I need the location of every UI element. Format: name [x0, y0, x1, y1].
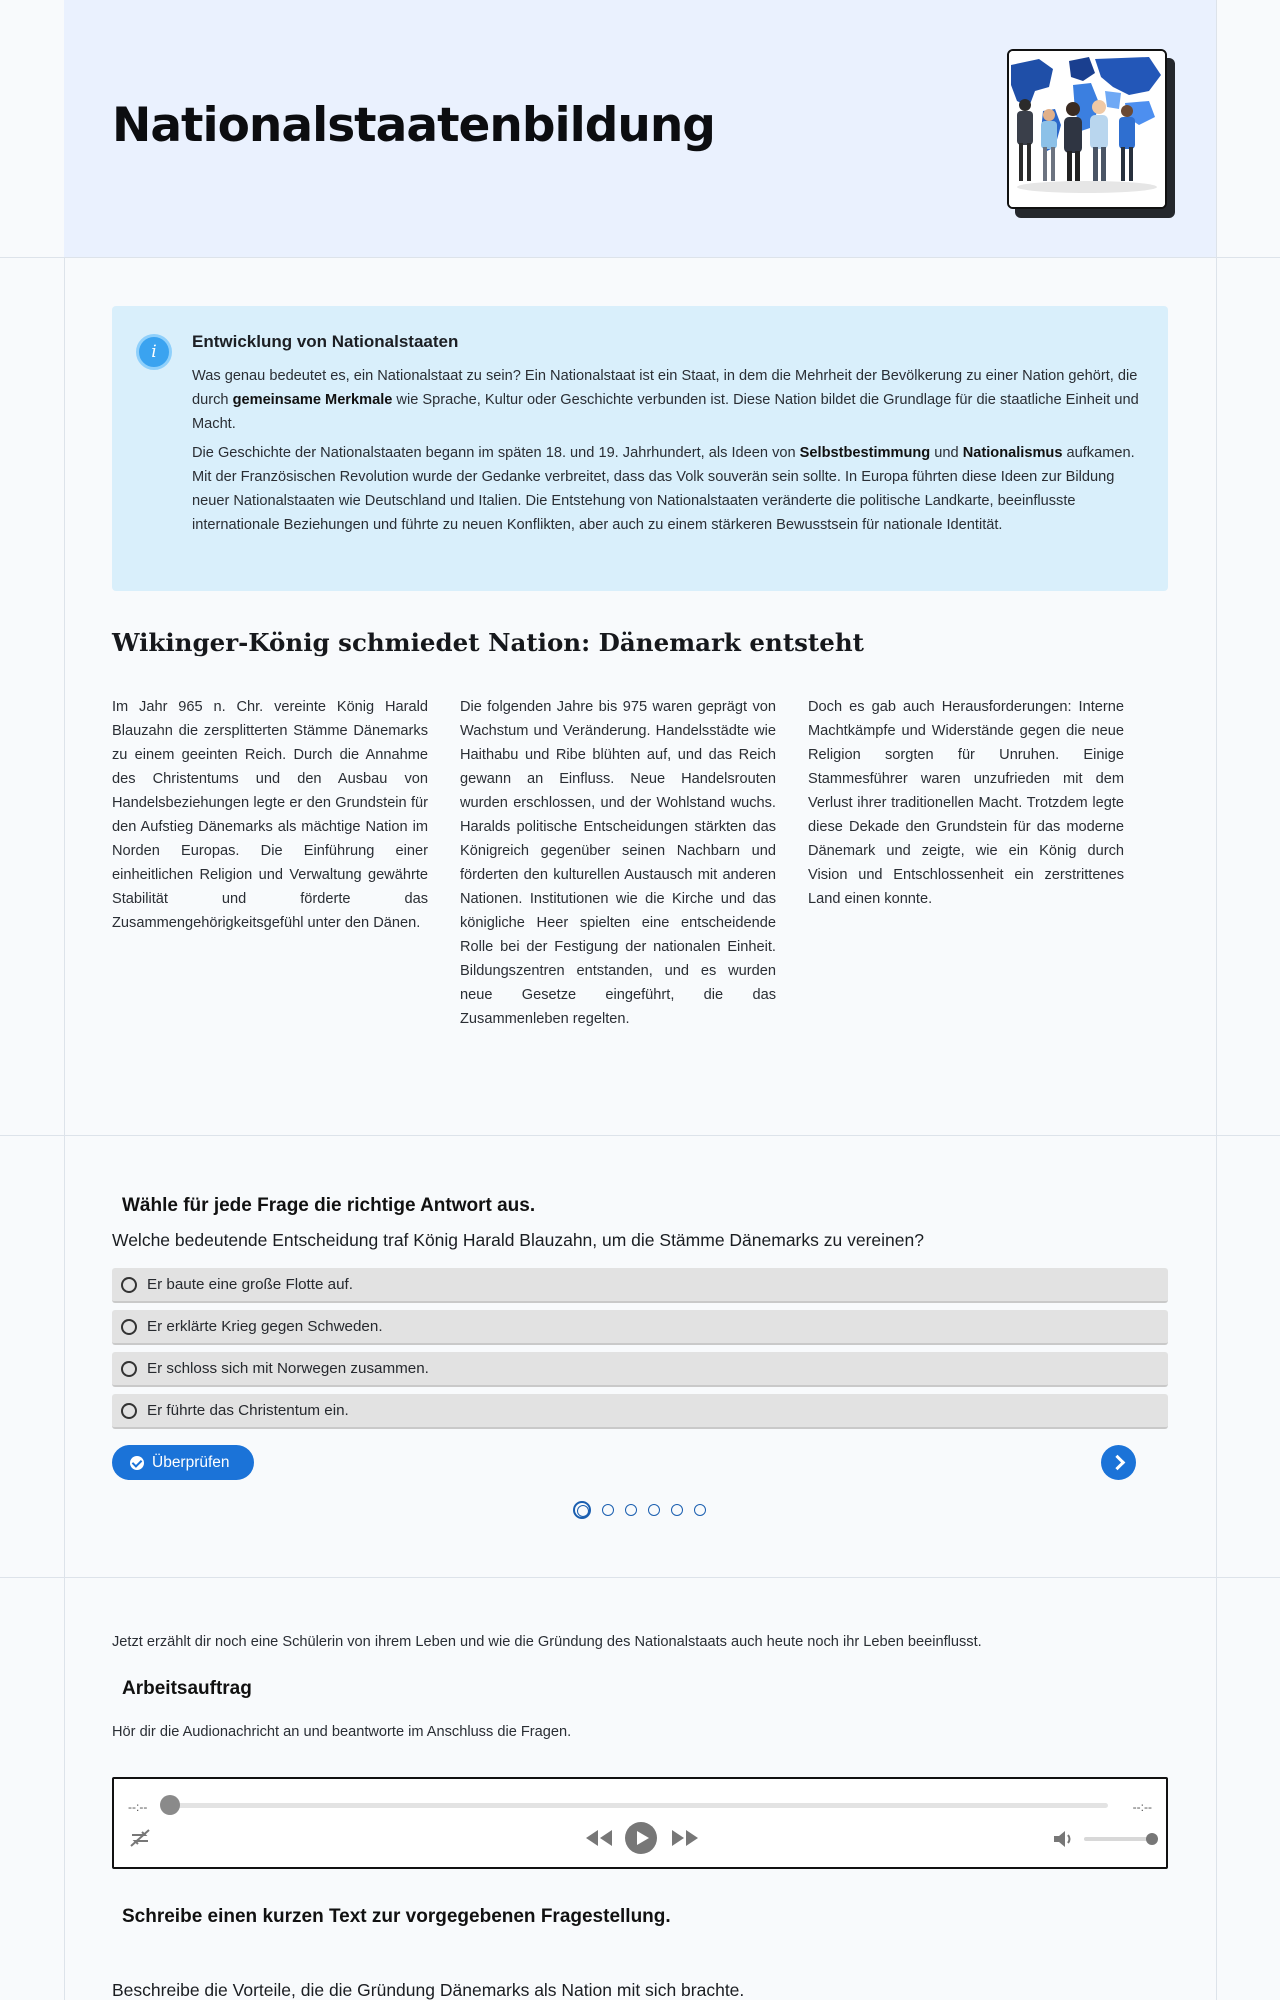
- repeat-off-icon[interactable]: [128, 1827, 152, 1849]
- article-title: Wikinger-König schmiedet Nation: Dänemark entsteht: [112, 628, 864, 657]
- radio-button[interactable]: [121, 1277, 137, 1293]
- quiz-pagination: [573, 1501, 706, 1519]
- quiz-heading: Wähle für jede Frage die richtige Antwort aus.: [122, 1195, 536, 1216]
- answer-option[interactable]: [112, 1310, 1168, 1345]
- play-icon[interactable]: [624, 1821, 658, 1855]
- header-divider: [0, 257, 1280, 258]
- current-time: --:--: [128, 1800, 148, 1814]
- quiz-question: Welche bedeutende Entscheidung traf König Harald Blauzahn, um die Stämme Dänemarks zu vereinen?: [112, 1230, 924, 1250]
- writing-heading: Schreibe einen kurzen Text zur vorgegebenen Fragestellung.: [122, 1906, 671, 1927]
- seek-bar[interactable]: [168, 1803, 1108, 1808]
- radio-button[interactable]: [121, 1319, 137, 1335]
- answer-options: [112, 1268, 1168, 1436]
- answer-option-label: Er baute eine große Flotte auf.: [147, 1276, 353, 1293]
- volume-slider[interactable]: [1084, 1837, 1154, 1841]
- audio-player: [112, 1777, 1168, 1869]
- next-question-button[interactable]: [1101, 1445, 1136, 1480]
- pagination-dot-4[interactable]: [648, 1504, 660, 1516]
- fast-forward-icon[interactable]: [670, 1828, 700, 1848]
- radio-button[interactable]: [121, 1403, 137, 1419]
- article-column-2: Die folgenden Jahre bis 975 waren geprägt von Wachstum und Veränderung. Handelsstädte wie Haithabu und Ribe blühten auf, und das Reich gewann an Einfluss. Neue Handelsrouten wurden erschlossen, und der Wohlstand wuchs. Haralds politische Entscheidungen stärkten das Königreich gegenüber seinen Nachbarn und förderten den kulturellen Austausch mit anderen Nationen. Institutionen wie die Kirche und das königliche Heer spielten eine entscheidende Rolle bei der Festigung der nationalen Einheit. Bildungszentren entstanden, und es wurden neue Gesetze eingeführt, die das Zusammenleben regelten.: [460, 699, 776, 1027]
- pagination-dot-6[interactable]: [694, 1504, 706, 1516]
- answer-option[interactable]: [112, 1394, 1168, 1429]
- info-paragraph-2: Die Geschichte der Nationalstaaten begann im späten 18. und 19. Jahrhundert, als Ideen von Selbstbestimmung und Nationalismus aufkamen. Mit der Französischen Revolution wurde der Gedanke verbreitet, dass das Volk souverän sein sollte. In Europa führten diese Ideen zur Bildung neuer Nationalstaaten wie Deutschland und Italien. Die Entstehung von Nationalstaaten veränderte die politische Landkarte, beeinflusste internationale Beziehungen und führte zu neuen Konflikten, aber auch zu einem stärkeren Bewusstsein für nationale Identität.: [192, 445, 1135, 533]
- writing-question: Beschreibe die Vorteile, die die Gründung Dänemarks als Nation mit sich brachte.: [112, 1980, 745, 2000]
- info-title: Entwicklung von Nationalstaaten: [192, 332, 459, 351]
- page-header: [64, 0, 1216, 257]
- info-box: [112, 306, 1168, 591]
- pagination-dot-5[interactable]: [671, 1504, 683, 1516]
- section-divider-1: [0, 1135, 1280, 1136]
- seek-handle[interactable]: [160, 1795, 180, 1815]
- page-title: Nationalstaatenbildung: [112, 98, 715, 153]
- header-image: [1007, 49, 1167, 209]
- article-column-3: Doch es gab auch Herausforderungen: Interne Machtkämpfe und Widerstände gegen die neue Religion sorgten für Unruhen. Einige Stammesführer waren unzufrieden mit dem Verlust ihrer traditionellen Macht. Trotzdem legte diese Dekade den Grundstein für das moderne Dänemark und zeigte, wie ein König durch Vision und Entschlossenheit ein zerstrittenes Land einen konnte.: [808, 699, 1124, 907]
- check-answer-label: Überprüfen: [152, 1453, 230, 1471]
- frame-line-left: [64, 0, 65, 2000]
- article-columns: [112, 695, 1168, 1031]
- radio-button[interactable]: [121, 1361, 137, 1377]
- volume-icon[interactable]: [1052, 1828, 1076, 1850]
- section-divider-2: [0, 1577, 1280, 1578]
- frame-line-right: [1216, 0, 1217, 2000]
- answer-option[interactable]: [112, 1352, 1168, 1387]
- info-paragraph-1: Was genau bedeutet es, ein Nationalstaat zu sein? Ein Nationalstaat ist ein Staat, in dem die Mehrheit der Bevölkerung zu einer Nation gehört, die durch gemeinsame Merkmale wie Sprache, Kultur oder Geschichte verbunden ist. Diese Nation bildet die Grundlage für die staatliche Einheit und Macht.: [192, 368, 1139, 432]
- pagination-dot-2[interactable]: [602, 1504, 614, 1516]
- answer-option-label: Er erklärte Krieg gegen Schweden.: [147, 1318, 383, 1335]
- task-text: Hör dir die Audionachricht an und beantworte im Anschluss die Fragen.: [112, 1724, 572, 1740]
- pagination-dot-1[interactable]: [573, 1501, 591, 1519]
- total-time: --:--: [1132, 1800, 1152, 1814]
- check-answer-button[interactable]: [112, 1445, 254, 1480]
- article-column-1: Im Jahr 965 n. Chr. vereinte König Harald Blauzahn die zersplitterten Stämme Dänemarks zu einem geeinten Reich. Durch die Annahme des Christentums und den Ausbau von Handelsbeziehungen legte er den Grundstein für den Aufstieg Dänemarks als mächtige Nation im Norden Europas. Die Einführung einer einheitlichen Religion und Verwaltung gewährte Stabilität und förderte das Zusammengehörigkeitsgefühl unter den Dänen.: [112, 699, 428, 931]
- check-circle-icon: [130, 1456, 144, 1470]
- answer-option[interactable]: [112, 1268, 1168, 1303]
- info-icon: i: [136, 334, 172, 370]
- answer-option-label: Er schloss sich mit Norwegen zusammen.: [147, 1360, 429, 1377]
- task-heading: Arbeitsauftrag: [122, 1678, 252, 1699]
- rewind-icon[interactable]: [584, 1828, 614, 1848]
- pagination-dot-3[interactable]: [625, 1504, 637, 1516]
- answer-option-label: Er führte das Christentum ein.: [147, 1402, 349, 1419]
- audio-intro-text: Jetzt erzählt dir noch eine Schülerin von ihrem Leben und wie die Gründung des Nationalstaats auch heute noch ihr Leben beeinflusst.: [112, 1634, 982, 1650]
- world-map-people-illustration: [1009, 51, 1165, 207]
- volume-handle[interactable]: [1146, 1833, 1158, 1845]
